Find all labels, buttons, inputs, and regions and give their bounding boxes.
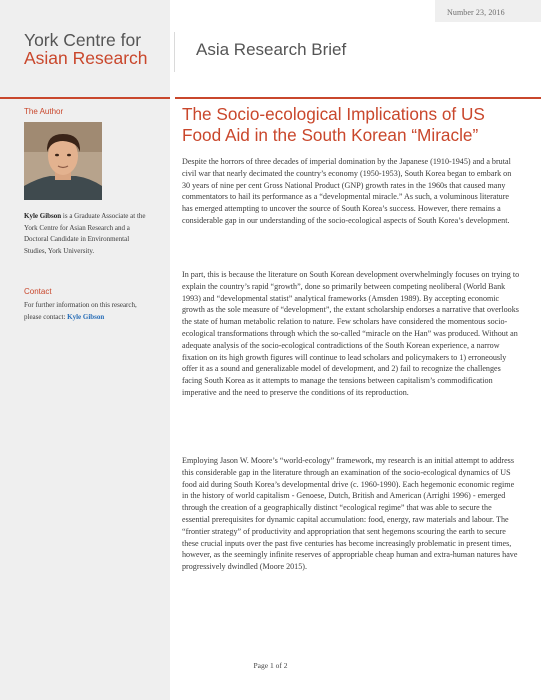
author-bio-text: is a Graduate Associate at the York Centre for Asian Research and a Doctoral Candidate in Environmental Studies, York University.	[24, 212, 146, 255]
article-paragraph-2: In part, this is because the literature on South Korean development overwhelmingly focuses on trying to explain the country’s rapid “growth”, done so primarily between competing neoliberal (World Bank 1993) and “developmental statist” analytical frameworks (Amsden 1989). By accepting economic growth as the sole measure of “development”, the extant scholarship endorses a narrative that overlooks the state of human metabolic relation to nature. Few scholars have considered the momentous socio-ecological transformations through which the so-called “miracle on the Han” was produced. Without an adequate analysis of the socio-ecological contradictions of the South Korean experience, a narrow fixation on its high growth figures will continue to lead scholars and policymakers to 1) erroneously offer it as a sound and generalizable model of development, and 2) fail to recognize the challenges facing South Korea as it attempts to manage the tensions between capitalism’s commodification imperative and the need to preserve the conditions of its reproduction.	[182, 270, 520, 397]
author-bio	[24, 211, 152, 257]
sidebar-rule	[0, 97, 170, 99]
author-portrait-image	[24, 122, 102, 200]
issue-number: Number 23, 2016	[447, 8, 505, 17]
main-rule	[175, 97, 541, 99]
article-title: The Socio-ecological Implications of US Food Aid in the South Korean “Miracle”	[182, 104, 485, 145]
author-name: Kyle Gibson	[24, 212, 62, 220]
article-paragraph-1: Despite the horrors of three decades of imperial domination by the Japanese (1910-1945) and a brutal civil war that nearly decimated the country’s economy (1950-1953), South Korea began to embark on 30 years of nine per cent Gross National Product (GNP) growth rates in the 1960s that caused many commentators to hail its performance as a “developmental miracle.” As such, a voluminous literature has emerged attempting to uncover the source of South Korea’s success. However, there remains a considerable gap in our understanding of the socio-ecological aspects of South Korea’s development.	[182, 157, 512, 225]
contact-link[interactable]: Kyle Gibson	[67, 312, 105, 321]
logo-line-1: York Centre for	[24, 30, 142, 50]
author-heading: The Author	[24, 107, 64, 116]
contact-prompt: For further information on this research, please contact:	[24, 301, 137, 321]
logo-line-2: Asian Research	[24, 48, 148, 68]
article-paragraph-3: Employing Jason W. Moore’s “world-ecology” framework, my research is an initial attempt to address this considerable gap in the literature through an examination of the socio-ecological dynamics of US food aid during South Korea’s developmental drive (c. 1960-1990). Each hegemonic economic regime in the history of world capitalism - Genoese, Dutch, British and American (Arrighi 1996) - emerged through the creation of a geographically distinct “ecological regime” that was able to secure the essential prerequisites for dynamic capital accumulation: food, energy, raw materials and labour. The “frontier strategy” of productivity and appropriation that sent hegemons scouring the earth to secure these crucial inputs over the past five centuries has become increasingly problematic in present times, however, as the seemingly infinite reserves of appropriable cheap human and extra-human natures have progressively dwindled (Moore 2015).	[182, 456, 518, 572]
sidebar-panel	[0, 0, 170, 700]
contact-text	[24, 300, 154, 323]
page-number: Page 1 of 2	[253, 661, 288, 670]
brief-title: Asia Research Brief	[196, 40, 347, 59]
contact-heading: Contact	[24, 287, 52, 296]
header-divider	[174, 32, 175, 72]
author-photo	[24, 122, 102, 200]
